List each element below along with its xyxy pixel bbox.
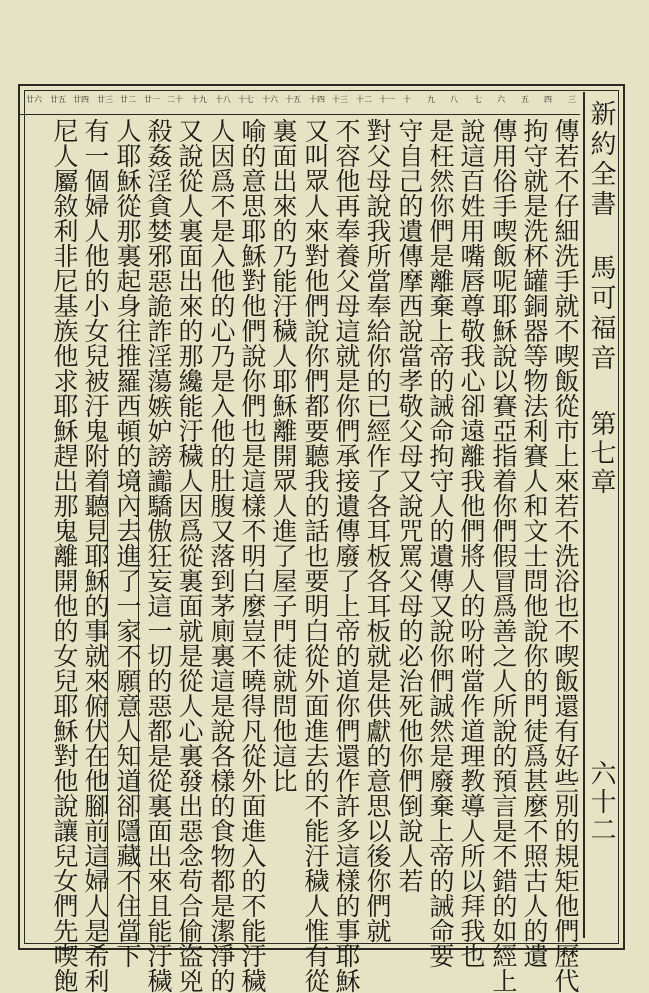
verse-marker: 廿三: [97, 95, 113, 104]
verse-marker: 十九: [191, 95, 207, 104]
verse-marker: 廿五: [50, 95, 66, 104]
text-column: 守自己的遺傳摩西說當孝敬父母又說咒罵父母的必治死他你們倒說人若: [395, 118, 424, 893]
verse-marker: 九: [427, 95, 435, 104]
text-column: 又說從人裏面出來的那纔能汙穢人因爲從裏面就是從人心裏發出惡念苟合偷盜兇: [175, 118, 204, 993]
book-title: 新約全書 馬可福音: [586, 100, 616, 374]
column-rule: [138, 470, 139, 940]
verse-marker: 廿四: [73, 95, 89, 104]
verse-marker: 十一: [379, 95, 395, 104]
text-column: 說這百姓用嘴唇尊敬我心卻遠離我他們將人的吩咐當作道理教導人所以拜我也: [457, 118, 486, 968]
verse-marker: 八: [450, 95, 458, 104]
verse-marker: 十六: [262, 95, 278, 104]
verse-marker: 五: [521, 95, 529, 104]
chapter-label: 第七章: [586, 410, 616, 497]
text-column: 殺姦淫貪婪邪惡詭詐淫蕩嫉妒謗讟驕傲狂妄這一切的惡都是從裏面出來且能汙穢: [144, 118, 173, 993]
verse-marker: 十七: [238, 95, 254, 104]
verse-marker: 十八: [215, 95, 231, 104]
text-column: 有一個婦人他的小女兒被汙鬼附着聽見耶穌的事就來俯伏在他腳前這婦人是希利: [81, 118, 110, 993]
verse-marker: 六: [497, 95, 505, 104]
text-column: 裏面出來的乃能汙穢人耶穌離開眾人進了屋子門徒就問他這比: [269, 118, 298, 793]
verse-marker: 十二: [356, 95, 372, 104]
verse-marker: 廿一: [144, 95, 160, 104]
text-column: 人因爲不是入他的心乃是入他的肚腹又落到茅廁裏這是說各樣的食物都是潔淨的: [207, 118, 236, 993]
verse-marker: 三: [568, 95, 576, 104]
column-rule: [107, 470, 108, 940]
verse-marker: 十四: [309, 95, 325, 104]
text-column: 拘守就是洗杯罐銅器等物法利賽人和文士問他說你的門徒爲甚麼不照古人的遺: [520, 118, 549, 968]
text-column: 是枉然你們是離棄上帝的誡命拘守人的遺傳又說你們誠然是廢棄上帝的誡命要: [426, 118, 455, 968]
text-column: 喻的意思耶穌對他們說你們也是這樣不明白麼豈不曉得凡從外面進入的不能汙穢: [238, 118, 267, 993]
text-column: 人耶穌從那裏起身往推羅西頓的境內去進了一家不願意人知道卻隱藏不住當下: [113, 118, 142, 968]
verse-marker: 廿六: [26, 95, 42, 104]
verse-marker: 十五: [285, 95, 301, 104]
text-column: 尼人屬敘利非尼基族他求耶穌趕出那鬼離開他的女兒耶穌對他說讓兒女們先喫飽: [50, 118, 79, 993]
text-column: 傳用俗手喫飯呢耶穌說以賽亞指着你們假冒爲善之人所說的預言是不錯的如經上: [489, 118, 518, 993]
page-number: 六十二: [586, 760, 616, 844]
verse-marker: 七: [474, 95, 482, 104]
verse-marker: 二十: [167, 95, 183, 104]
verse-marker: 十三: [332, 95, 348, 104]
verse-marker: 十: [403, 95, 411, 104]
verse-marker: 四: [544, 95, 552, 104]
text-column: 對父母說我所當奉給你的已經作了各耳板各耳板就是供獻的意思以後你們就: [363, 118, 392, 943]
text-column: 不容他再奉養父母這就是你們承接遺傳廢了上帝的道你們還作許多這樣的事耶穌: [332, 118, 361, 993]
text-column: 又叫眾人來對他們說你們都要聽我的話也要明白從外面進去的不能汙穢人惟有從: [301, 118, 330, 993]
verse-marker: 廿二: [120, 95, 136, 104]
text-column: 傳若不仔細洗手就不喫飯從市上來若不洗浴也不喫飯還有好些別的規矩他們歷代: [551, 118, 580, 993]
